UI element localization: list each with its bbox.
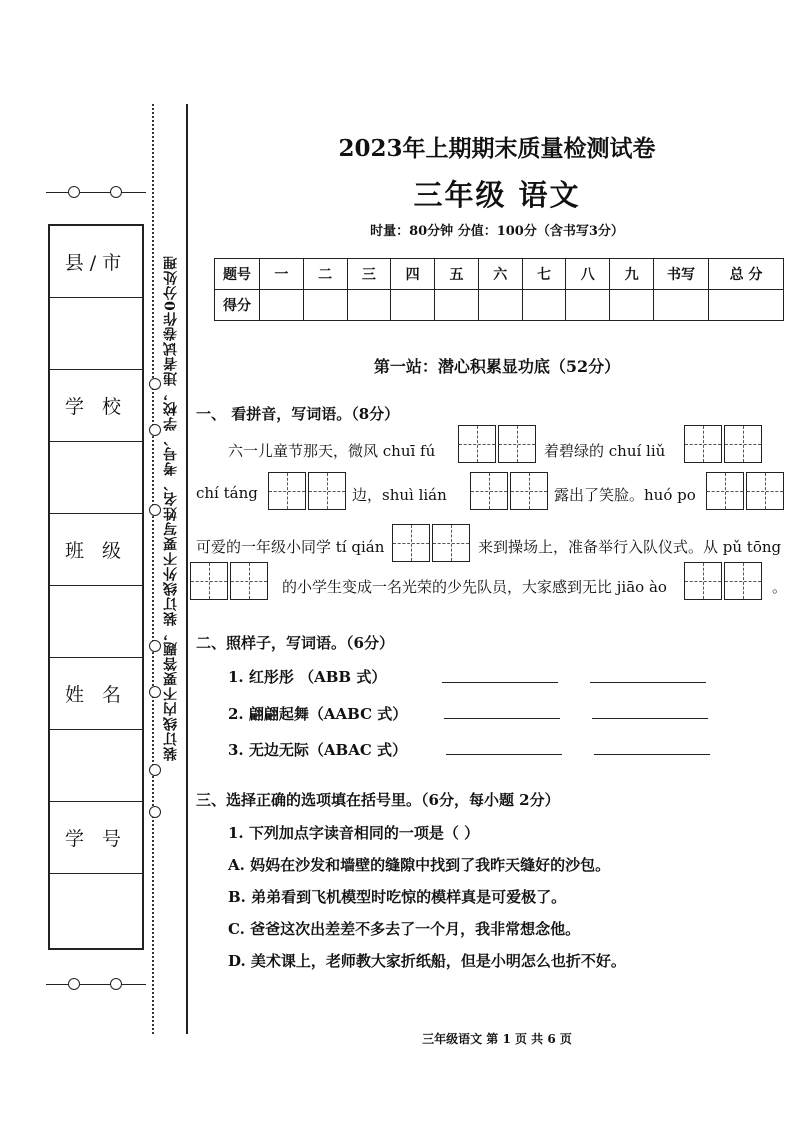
score-header-cell: 四 <box>391 259 435 290</box>
score-cell[interactable] <box>654 290 709 321</box>
q2-answer-blank[interactable] <box>444 718 560 719</box>
q3-option-d[interactable]: D. 美术课上，老师教大家折纸船，但是小明怎么也折不好。 <box>228 952 626 970</box>
q1-writing-grid-3[interactable] <box>268 472 348 510</box>
exam-info: 时量：80分钟 分值：100分（含书写3分） <box>370 224 624 239</box>
score-header-cell: 二 <box>303 259 347 290</box>
score-header-cell: 题号 <box>215 259 260 290</box>
q1-heading: 一、 看拼音，写词语。（8分） <box>196 405 400 423</box>
score-table-score-row <box>215 290 784 321</box>
q1-writing-grid-8[interactable] <box>684 562 764 600</box>
q1-line3-text-b: 来到操场上，准备举行入队仪式。从 pǔ tōng <box>478 538 782 556</box>
q2-heading: 二、照样子，写词语。（6分） <box>196 634 394 652</box>
q2-item-2: 2. 翩翩起舞（AABC 式） <box>228 705 408 723</box>
score-header-cell: 三 <box>347 259 391 290</box>
score-cell[interactable] <box>566 290 610 321</box>
q2-answer-blank[interactable] <box>446 754 562 755</box>
class-label: 班 级 <box>50 514 142 586</box>
q2-answer-blank[interactable] <box>592 718 708 719</box>
exam-title: 2023年上期期末质量检测试卷 <box>338 135 656 162</box>
page-footer: 三年级语文 第 1 页 共 6 页 <box>422 1032 572 1046</box>
q1-writing-grid-5[interactable] <box>706 472 786 510</box>
binding-hole <box>149 686 161 698</box>
binding-circle <box>68 978 80 990</box>
student-id-field[interactable] <box>50 874 142 952</box>
student-id-label: 学 号 <box>50 802 142 874</box>
q1-line4-text-a: 的小学生变成一名光荣的少先队员，大家感到无比 jiāo ào <box>282 578 667 596</box>
score-header-cell: 五 <box>435 259 479 290</box>
q2-item-3: 3. 无边无际（ABAC 式） <box>228 741 407 759</box>
q1-writing-grid-4[interactable] <box>470 472 550 510</box>
binding-circle <box>110 978 122 990</box>
score-table <box>214 258 784 321</box>
score-cell[interactable] <box>610 290 654 321</box>
q3-option-a[interactable]: A. 妈妈在沙发和墙壁的缝隙中找到了我昨天缝好的沙包。 <box>228 856 611 874</box>
q1-line4-text-b: 。 <box>772 578 788 596</box>
score-cell[interactable] <box>522 290 566 321</box>
section-station-title: 第一站：潜心积累显功底（52分） <box>373 357 621 376</box>
name-field[interactable] <box>50 730 142 802</box>
binding-circle <box>68 186 80 198</box>
binding-hole <box>149 504 161 516</box>
binding-hole <box>149 764 161 776</box>
score-header-cell: 一 <box>260 259 304 290</box>
name-label: 姓 名 <box>50 658 142 730</box>
q2-answer-blank[interactable] <box>590 682 706 683</box>
score-header-cell: 书写 <box>654 259 709 290</box>
score-cell[interactable] <box>391 290 435 321</box>
q1-line3-text-a: 可爱的一年级小同学 tí qián <box>196 538 385 556</box>
score-header-cell: 六 <box>478 259 522 290</box>
exam-subtitle: 三年级 语文 <box>413 178 581 212</box>
binding-solid-line <box>186 104 188 1034</box>
class-field[interactable] <box>50 586 142 658</box>
score-header-cell: 九 <box>610 259 654 290</box>
binding-hole <box>149 806 161 818</box>
score-cell[interactable] <box>347 290 391 321</box>
q2-answer-blank[interactable] <box>442 682 558 683</box>
q1-line2-text-a: chí táng <box>196 484 258 502</box>
binding-hole <box>149 424 161 436</box>
binding-circle <box>110 186 122 198</box>
score-cell[interactable] <box>435 290 479 321</box>
q3-option-c[interactable]: C. 爸爸这次出差差不多去了一个月，我非常想念他。 <box>228 920 581 938</box>
q1-writing-grid-1[interactable] <box>458 425 538 463</box>
binding-top-line <box>46 192 146 193</box>
county-label: 县/市 <box>50 226 142 298</box>
q1-line2-text-b: 边，shuì lián <box>352 486 447 504</box>
school-field[interactable] <box>50 442 142 514</box>
score-table-header-row <box>215 259 784 290</box>
binding-hole <box>149 378 161 390</box>
q1-line2-text-c: 露出了笑脸。huó po <box>554 486 696 504</box>
q1-writing-grid-6[interactable] <box>392 524 472 562</box>
q3-heading: 三、选择正确的选项填在括号里。（6分，每小题 2分） <box>196 791 560 809</box>
binding-hole <box>149 640 161 652</box>
q1-writing-grid-2[interactable] <box>684 425 764 463</box>
q1-line1-text-a: 六一儿童节那天，微风 chuī fú <box>228 442 436 460</box>
binding-warning-note: 装订线内不要答题，装订线外不要写姓名、考号、学校，违者试卷作0分处理 <box>163 255 179 761</box>
binding-bottom-line <box>46 984 146 985</box>
q1-writing-grid-7[interactable] <box>190 562 270 600</box>
q3-stem: 1. 下列加点字读音相同的一项是（ ） <box>228 824 480 842</box>
county-field[interactable] <box>50 298 142 370</box>
score-header-cell: 七 <box>522 259 566 290</box>
student-info-table <box>48 224 144 950</box>
binding-dotted-line <box>152 104 154 1034</box>
school-label: 学 校 <box>50 370 142 442</box>
q2-item-1: 1. 红彤彤 （ABB 式） <box>228 668 387 686</box>
score-header-cell: 总 分 <box>709 259 784 290</box>
q2-answer-blank[interactable] <box>594 754 710 755</box>
score-cell[interactable] <box>709 290 784 321</box>
q1-line1-text-b: 着碧绿的 chuí liǔ <box>544 442 666 460</box>
score-cell[interactable] <box>478 290 522 321</box>
score-header-cell: 八 <box>566 259 610 290</box>
score-row-label: 得分 <box>215 290 260 321</box>
score-cell[interactable] <box>303 290 347 321</box>
q3-option-b[interactable]: B. 弟弟看到飞机模型时吃惊的模样真是可爱极了。 <box>228 888 567 906</box>
score-cell[interactable] <box>260 290 304 321</box>
